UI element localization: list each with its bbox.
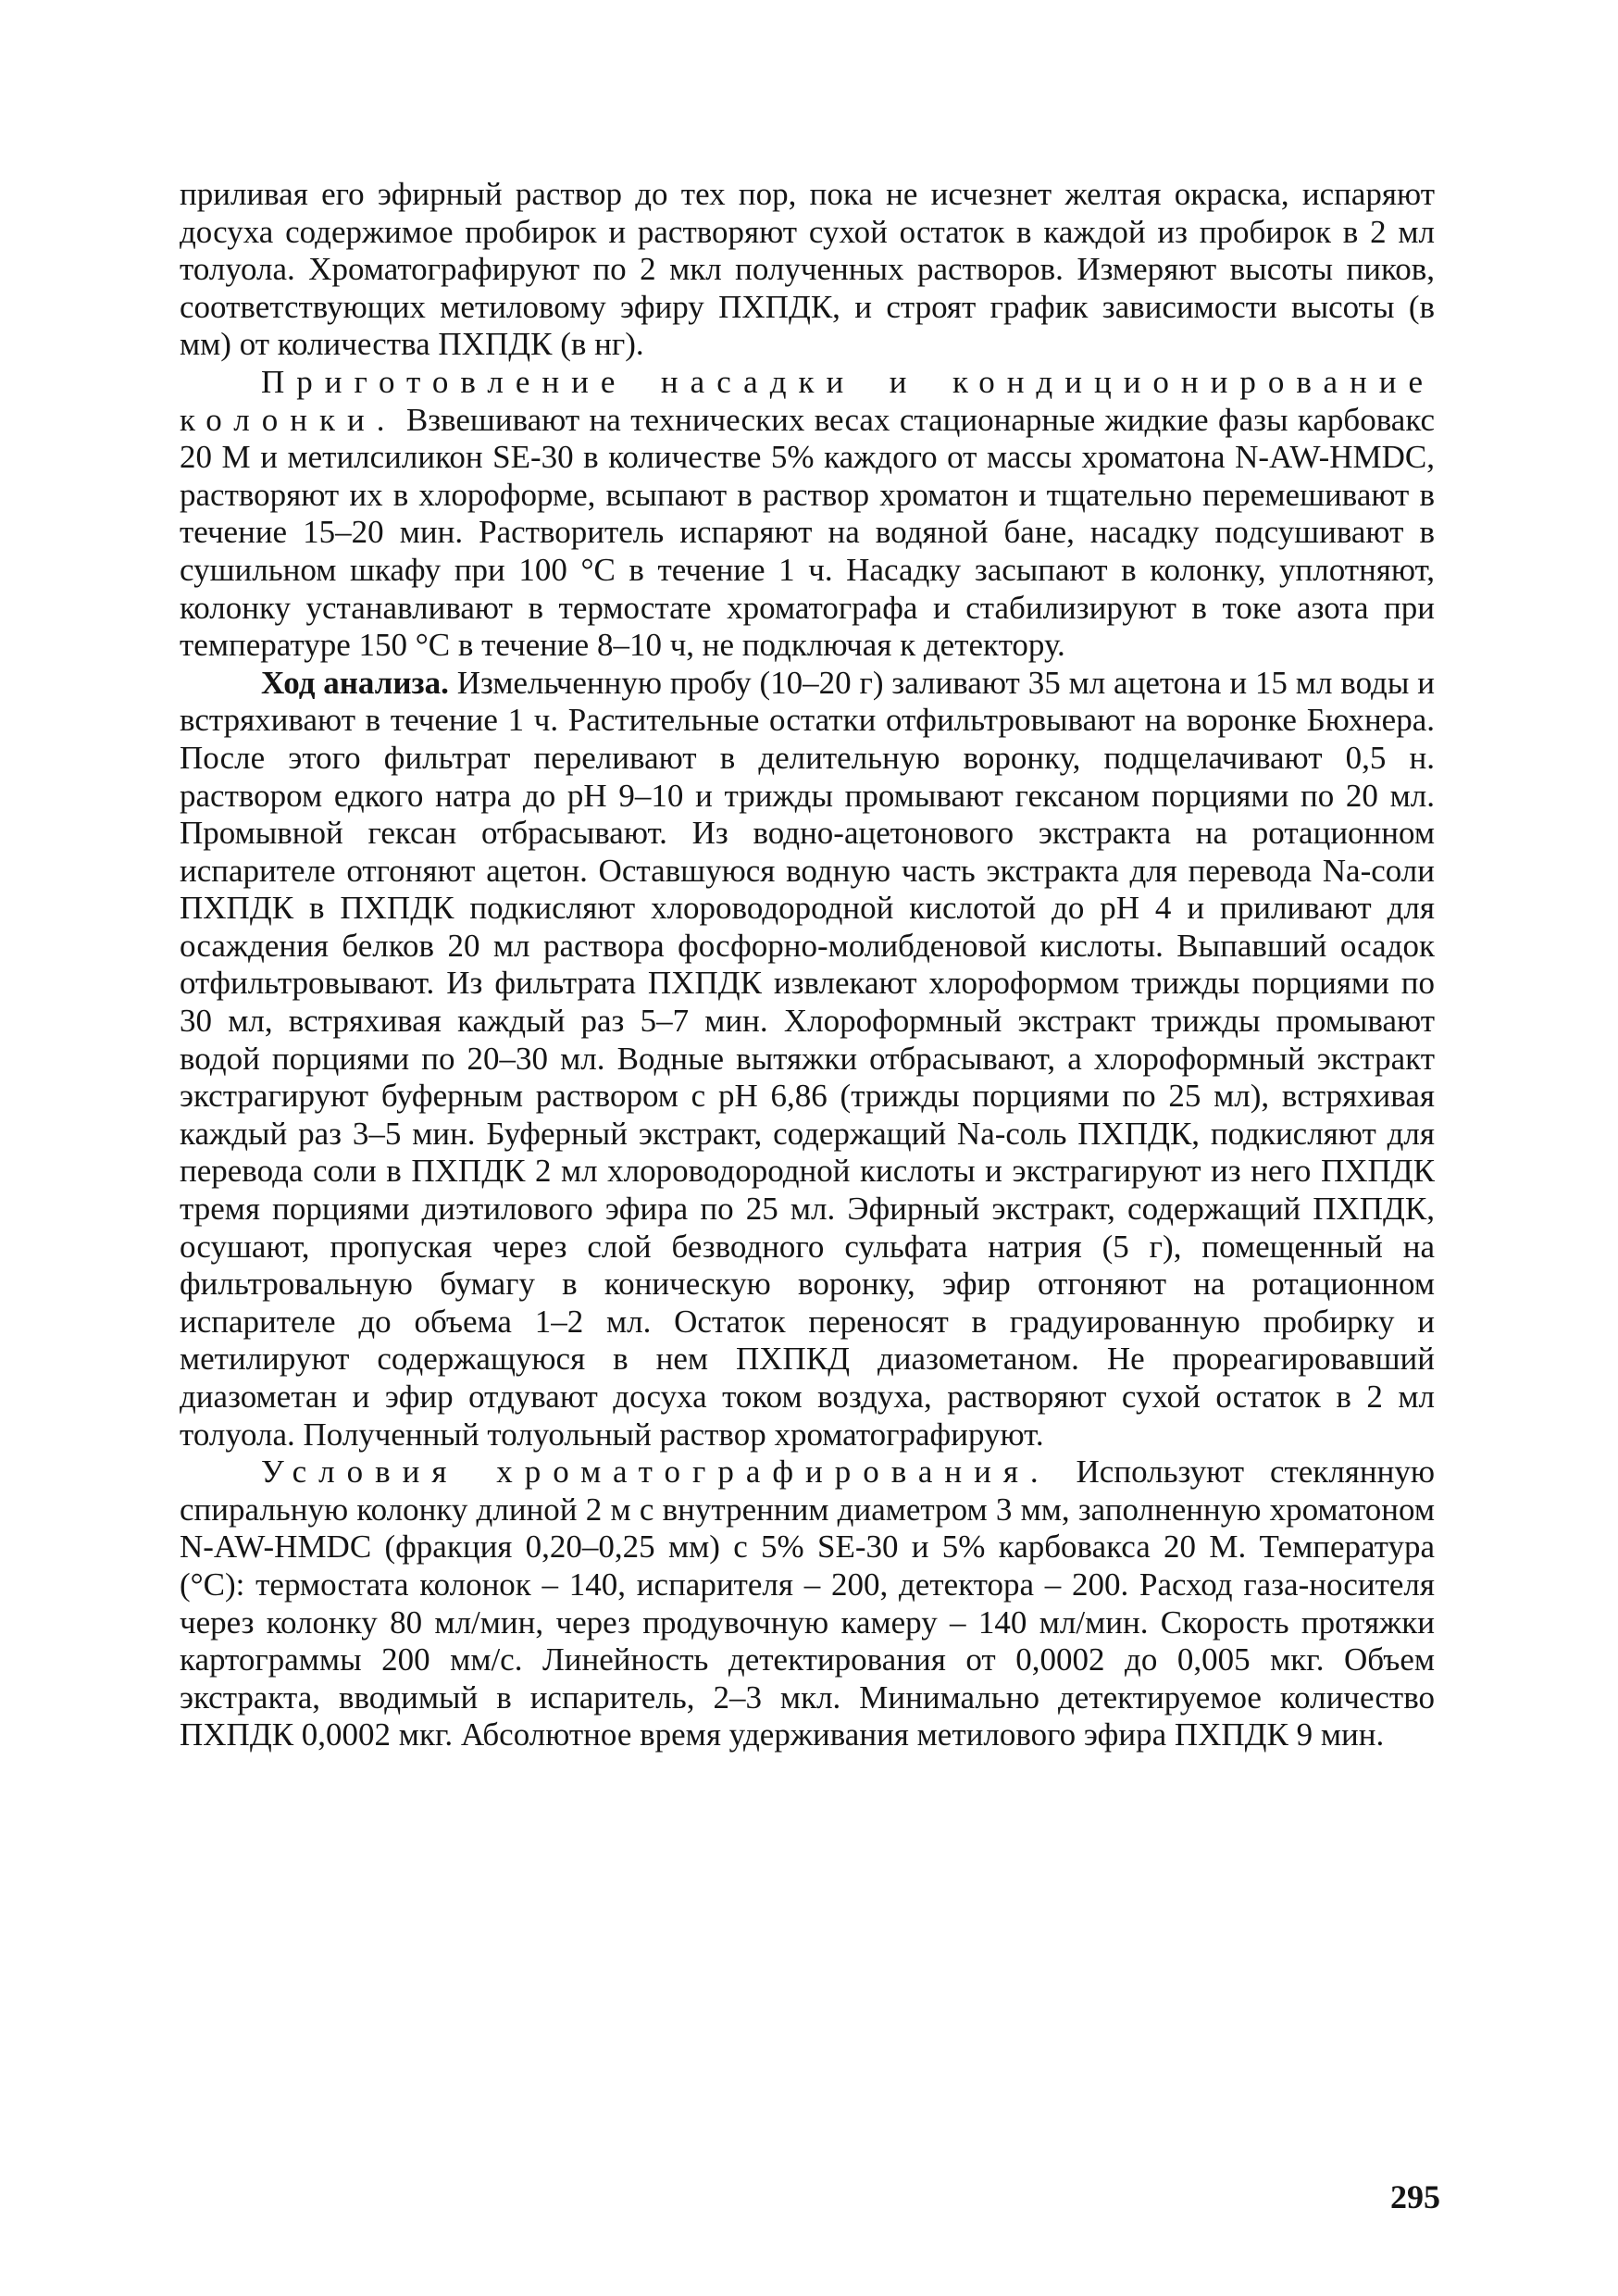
page-body	[180, 176, 1435, 1754]
paragraph-text: Измельченную пробу (10–20 г) заливают 35 мл ацетона и 15 мл воды и встряхивают в течение 1 ч. Растительные остатки отфильтровывают на воронке Бюхнера. После этого фильтрат переливают в делительную воронку, подщелачивают 0,5 н. раствором едкого натра до рН 9–10 и трижды промывают гексаном порциями по 20 мл. Промывной гексан отбрасывают. Из водно-ацетонового экстракта на ротационном испарителе отгоняют ацетон. Оставшуюся водную часть экстракта для перевода Na-соли ПХПДК в ПХПДК подкисляют хлороводородной кислотой до рН 4 и приливают для осаждения белков 20 мл раствора фосфорно-молибденовой кислоты. Выпавший осадок отфильтровывают. Из фильтрата ПХПДК извлекают хлороформом трижды порциями по 30 мл, встряхивая каждый раз 5–7 мин. Хлороформный экстракт трижды промывают водой порциями по 20–30 мл. Водные вытяжки отбрасывают, а хлороформный экстракт экстрагируют буферным раствором с рН 6,86 (трижды порциями по 25 мл), встряхивая каждый раз 3–5 мин. Буферный экстракт, содержащий Na-соль ПХПДК, подкисляют для перевода соли в ПХПДК 2 мл хлороводородной кислоты и экстрагируют из него ПХПДК тремя порциями диэтилового эфира по 25 мл. Эфирный экстракт, содержащий ПХПДК, осушают, пропуская через слой безводного сульфата натрия (5 г), помещенный на фильтровальную бумагу в коническую воронку, эфир отгоняют на ротационном испарителе до объема 1–2 мл. Остаток переносят в градуированную пробирку и метилируют содержащуюся в нем ПХПКД диазометаном. Не прореагировавший диазометан и эфир отдувают досуха током воздуха, растворяют сухой остаток в 2 мл толуола. Полученный толуольный раствор хроматографируют.	[180, 664, 1435, 1453]
paragraph-text: Взвешивают на технических весах стационарные жидкие фазы карбовакс 20 М и метилсиликон SE-30 в количестве 5% каждого от массы хроматона N-AW-HMDC, растворяют их в хлороформе, всыпают в раствор хроматон и тщательно перемешивают в течение 15–20 мин. Растворитель испаряют на водяной бане, насадку подсушивают в сушильном шкафу при 100 °С в течение 1 ч. Насадку засыпают в колонку, уплотняют, колонку устанавливают в термостате хроматографа и стабилизируют в токе азота при температуре 150 °С в течение 8–10 ч, не подключая к детектору.	[180, 401, 1435, 664]
section-heading-packing: Приготовление насадки и кондиционирование колонки.	[180, 363, 1435, 438]
paragraph-text: Используют стеклянную спиральную колонку длиной 2 м с внутренним диаметром 3 мм, заполненную хроматоном N-AW-HMDC (фракция 0,20–0,25 мм) с 5% SE-30 и 5% карбовакса 20 М. Температура (°С): термостата колонок – 140, испарителя – 200, детектора – 200. Расход газа-носителя через колонку 80 мл/мин, через продувочную камеру – 140 мл/мин. Скорость протяжки картограммы 200 мм/с. Линейность детектирования от 0,0002 до 0,005 мкг. Объем экстракта, вводимый в испаритель, 2–3 мкл. Минимально детектируемое количество ПХПДК 0,0002 мкг. Абсолютное время удерживания метилового эфира ПХПДК 9 мин.	[180, 1454, 1435, 1753]
paragraph-chromatography-conditions	[180, 1454, 1435, 1754]
paragraph-text: приливая его эфирный раствор до тех пор, пока не исчезнет желтая окраска, испаряют досуха содержимое пробирок и растворяют сухой остаток в каждой из пробирок в 2 мл толуола. Хроматографируют по 2 мкл полученных растворов. Измеряют высоты пиков, соответствующих метиловому эфиру ПХПДК, и строят график зависимости высоты (в мм) от количества ПХПДК (в нг).	[180, 176, 1435, 363]
paragraph-continuation	[180, 176, 1435, 364]
paragraph-analysis-procedure	[180, 665, 1435, 1454]
section-heading-analysis: Ход анализа.	[261, 664, 449, 701]
section-heading-conditions: Условия хроматографирования.	[261, 1454, 1051, 1491]
paragraph-packing-preparation	[180, 364, 1435, 665]
page-number: 295	[1390, 2178, 1440, 2215]
